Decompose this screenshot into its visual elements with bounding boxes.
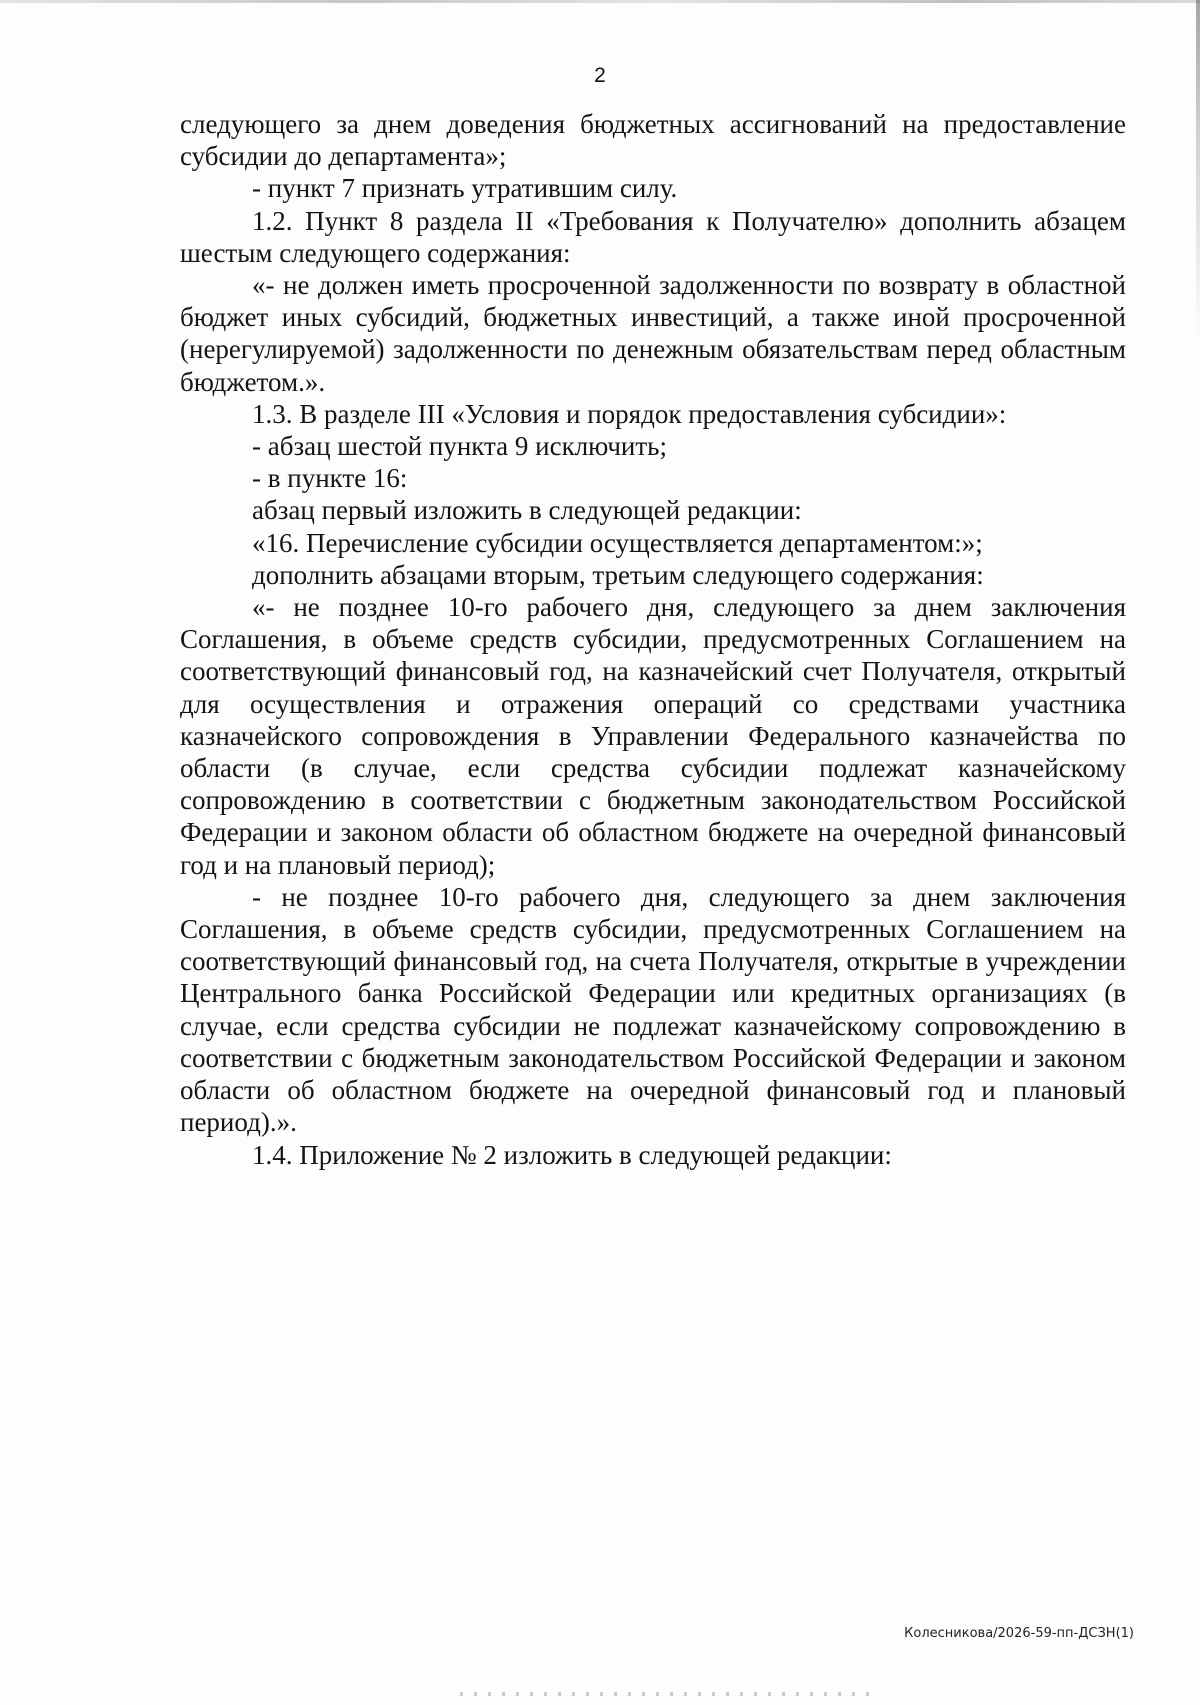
paragraph-1-4: 1.4. Приложение № 2 изложить в следующей редакции: bbox=[252, 1139, 892, 1170]
scan-edge-top bbox=[0, 0, 1200, 3]
paragraph-first-abzac: абзац первый изложить в следующей редакции: bbox=[252, 495, 802, 526]
paragraph-1-2-quote: «- не должен иметь просроченной задолженности по возврату в областной бюджет иных субсидий, бюджетных инвестиций, а также иной просроченной (нерегулируемой) задолженности по денежным обязательствам перед областным бюджетом.». bbox=[180, 270, 1126, 397]
paragraph-item-9: - абзац шестой пункта 9 исключить; bbox=[252, 431, 667, 462]
page-number: 2 bbox=[594, 64, 606, 87]
paragraph-item-16: - в пункте 16: bbox=[252, 463, 408, 494]
scan-artifact bbox=[460, 1692, 880, 1696]
scan-edge-right bbox=[1196, 0, 1200, 1705]
paragraph-bank-accounts: - не позднее 10-го рабочего дня, следующего за днем заключения Соглашения, в объеме средств субсидии, предусмотренных Соглашением на соответствующий финансовый год, на счета Получателя, открытые в учреждении Центрального банка Российской Федерации или кредитных организациях (в случае, если средства субсидии не подлежат казначейскому сопровождению в соответствии с бюджетным законодательством Российской Федерации и законом области об областном бюджете на очередной финансовый год и плановый период).». bbox=[180, 881, 1126, 1138]
paragraph-treasury-account: «- не позднее 10-го рабочего дня, следующего за днем заключения Соглашения, в объеме средств субсидии, предусмотренных Соглашением на соответствующий финансовый год, на казначейский счет Получателя, открытый для осуществления и отражения операций со средствами участника казначейского сопровождения в Управлении Федерального казначейства по области (в случае, если средства субсидии подлежат казначейскому сопровождению в соответствии с бюджетным законодательством Российской Федерации и законом области об областном бюджете на очередной финансовый год и на плановый период); bbox=[180, 592, 1126, 880]
paragraph-continuation: следующего за днем доведения бюджетных ассигнований на предоставление субсидии до департамента»; bbox=[180, 109, 1126, 172]
document-body bbox=[180, 108, 1126, 1171]
paragraph-1-2: 1.2. Пункт 8 раздела II «Требования к Получателю» дополнить абзацем шестым следующего содержания: bbox=[180, 205, 1126, 268]
paragraph-item-7-void: - пункт 7 признать утратившим силу. bbox=[252, 173, 678, 204]
paragraph-add-abzacs: дополнить абзацами вторым, третьим следующего содержания: bbox=[252, 559, 984, 590]
document-footer-code: Колесникова/2026-59-пп-ДСЗН(1) bbox=[904, 1626, 1134, 1641]
paragraph-1-3: 1.3. В разделе III «Условия и порядок предоставления субсидии»: bbox=[252, 398, 1007, 429]
paragraph-16-quote: «16. Перечисление субсидии осуществляется департаментом:»; bbox=[252, 527, 983, 558]
